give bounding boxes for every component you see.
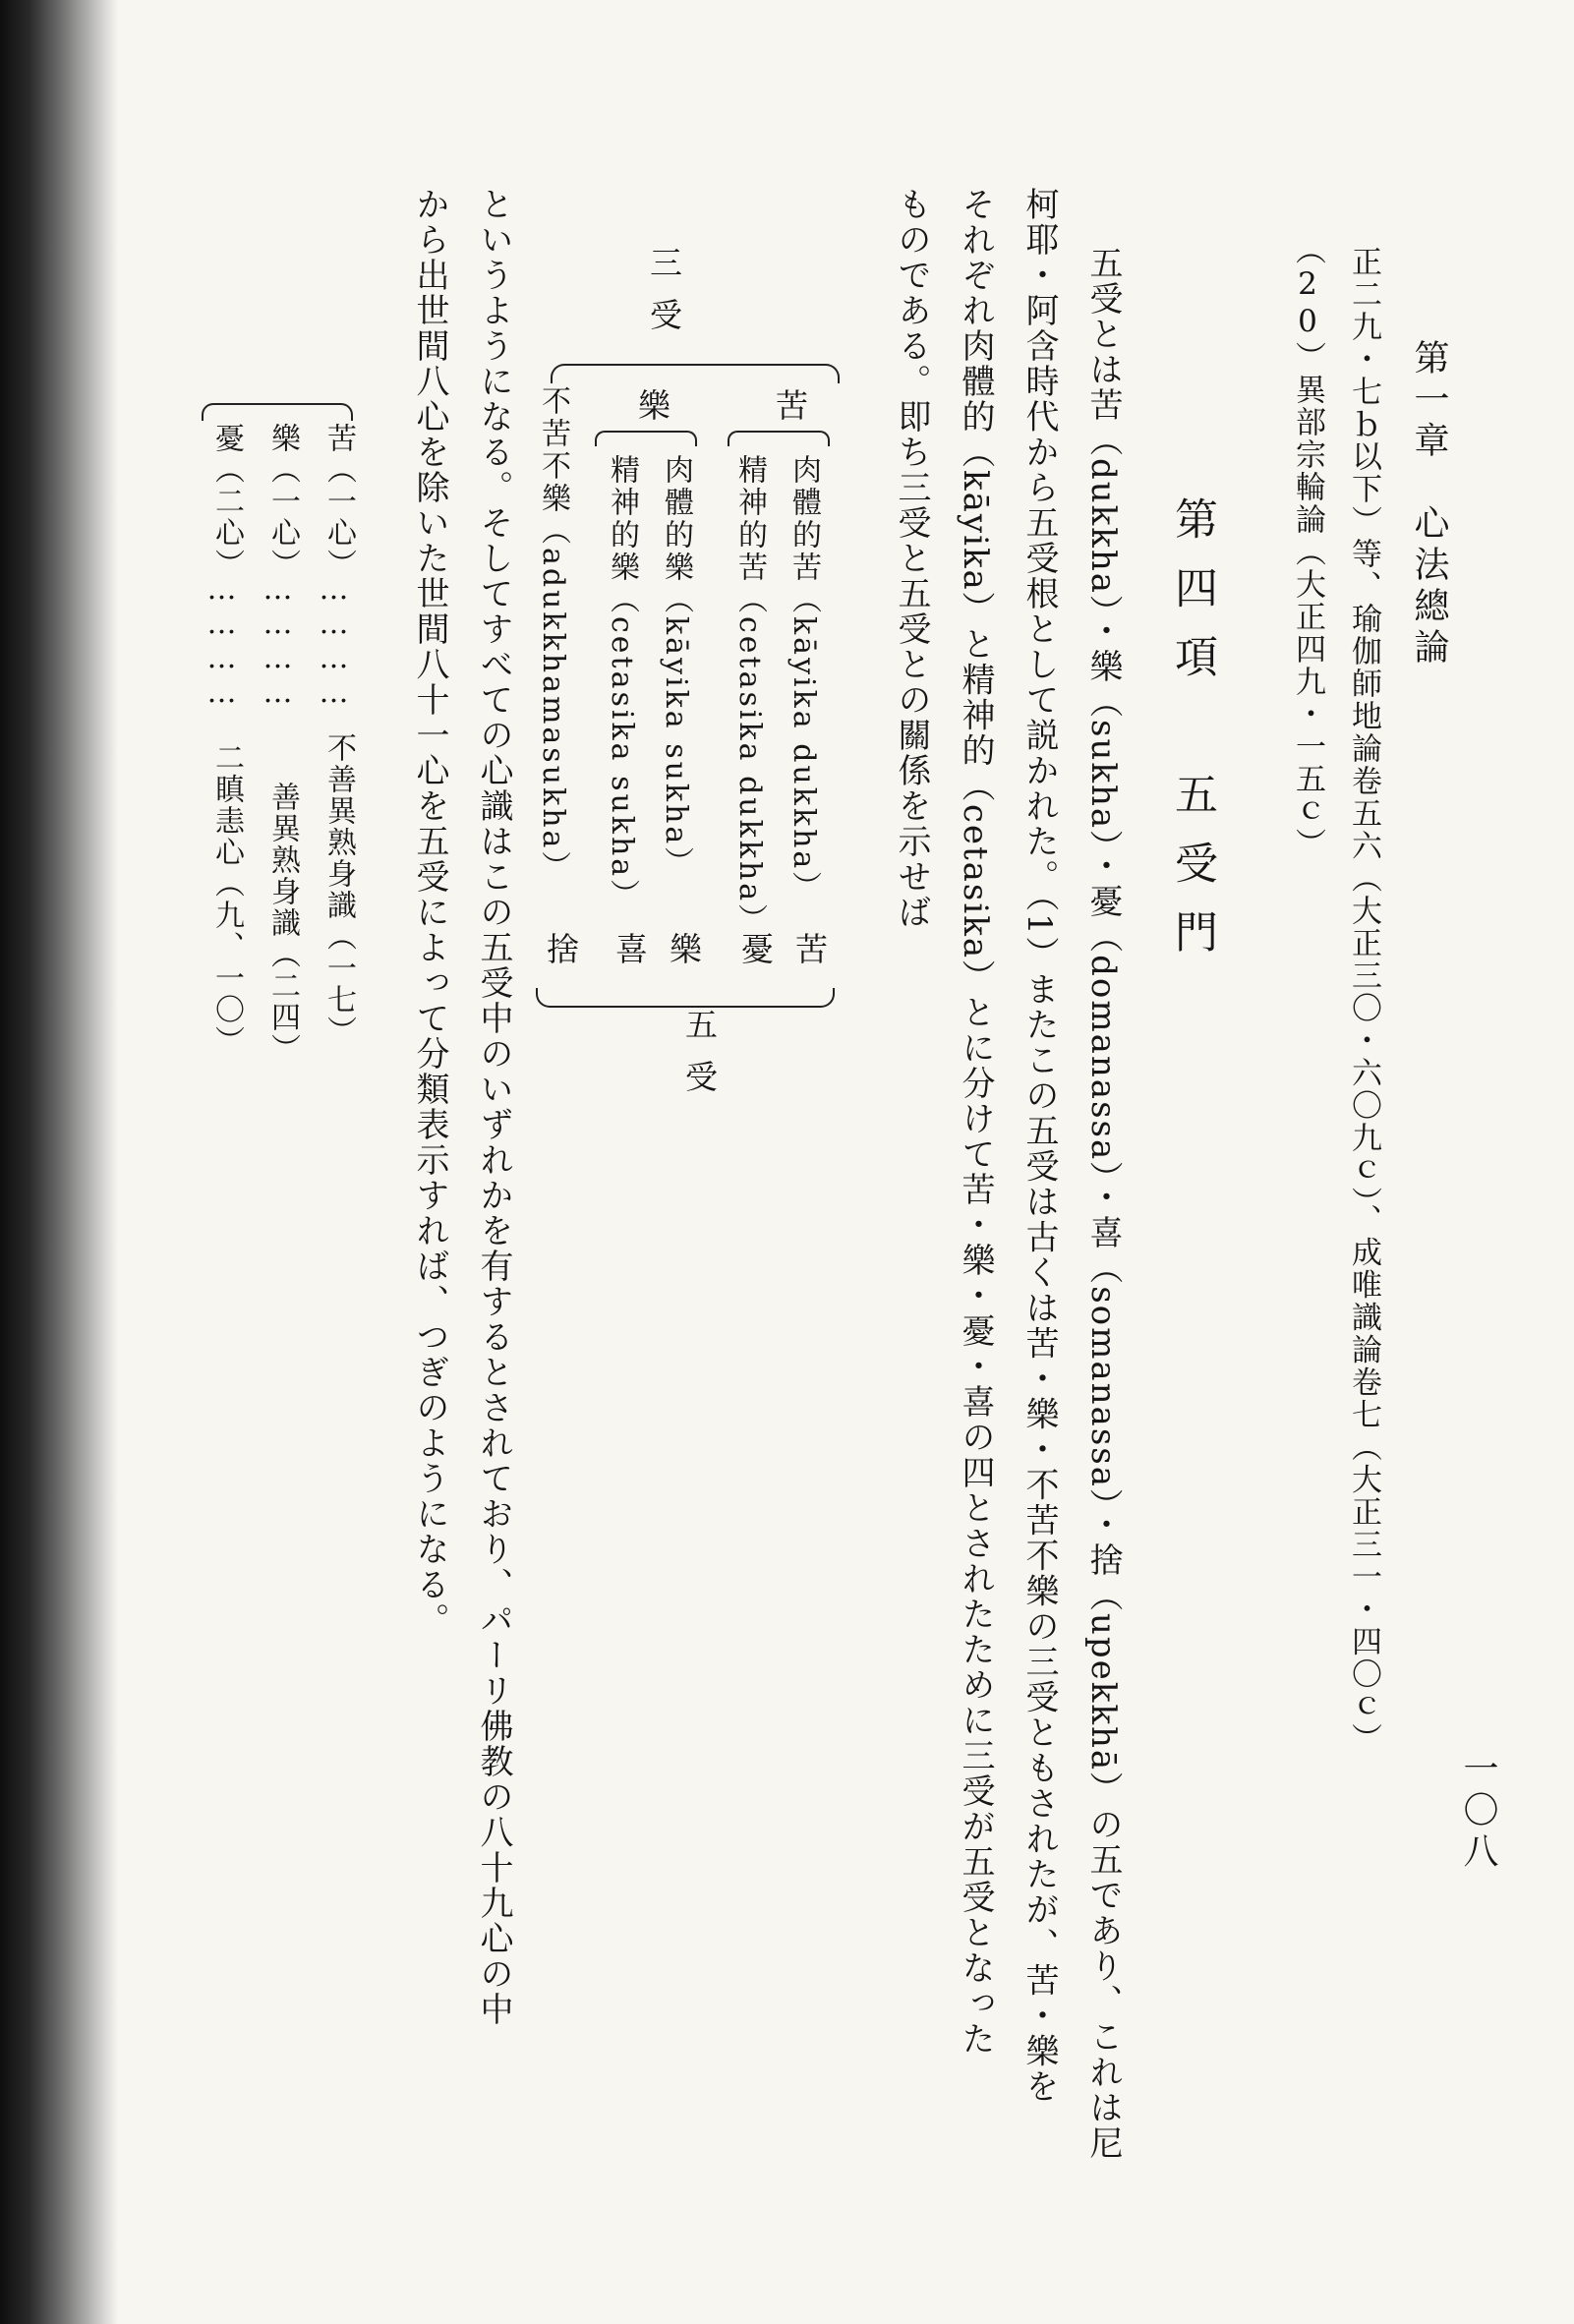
- table-row-dots: …………: [317, 572, 351, 710]
- diagram-bottom-brace: [536, 988, 835, 1008]
- result-equanimity: 捨: [542, 932, 580, 967]
- table-row-value: 不善異熟身識（一七）: [321, 732, 356, 1047]
- table-row-value: 善異熟身識（二四）: [265, 782, 300, 1065]
- table-row-dots: …………: [204, 572, 239, 710]
- group-brace-suffering: [728, 431, 830, 446]
- table-brace: [202, 403, 353, 421]
- paragraph-1-line-4: ものである。即ち三受と五受との關係を示せば: [892, 187, 931, 930]
- group-label-suffering: 苦: [771, 388, 809, 424]
- scanned-page-edge-shadow: [0, 0, 118, 2324]
- group-term-physical-pleasure: 肉體的樂（kāyika sukha）: [659, 454, 693, 880]
- paragraph-1-line-3: それぞれ肉體的（kāyika）と精神的（cetasika）とに分けて苦・樂・憂・喜の四とされたために三受が五受となった: [956, 187, 995, 2058]
- group-brace-pleasure: [595, 431, 697, 446]
- note-line-1: 正二九・七ｂ以下）等、瑜伽師地論卷五六（大正三〇・六〇九ｃ）、成唯識論卷七（大正三一・四〇ｃ）: [1346, 246, 1381, 1756]
- paragraph-1-line-2: 柯耶・阿含時代から五受根として説かれた。（1）またこの五受は古くは苦・樂・不苦不樂の三受ともされたが、苦・樂を: [1020, 187, 1059, 2105]
- page-number: 一〇八: [1458, 1750, 1498, 1874]
- result-grief: 憂: [736, 932, 775, 967]
- table-row-dots: …………: [261, 572, 295, 710]
- paragraph-1-line-1: 五受とは苦（dukkha）・樂（sukha）・憂（domanassa）・喜（somanassa）・捨（upekkhā）の五であり、これは尼: [1083, 246, 1123, 2162]
- chapter-header: 第一章 心法總論: [1409, 339, 1449, 669]
- diagram-top-brace: [551, 364, 840, 383]
- paragraph-2-line-1: というようになる。そしてすべての心識はこの五受中のいずれかを有するとされており、パーリ佛教の八十九心の中: [474, 187, 513, 2027]
- group-term-mental-pleasure: 精神的樂（cetasika sukha）: [605, 454, 639, 912]
- diagram-right-label: 五受: [680, 1008, 719, 1112]
- section-title: 第四項 五受門: [1167, 496, 1217, 978]
- group-label-pleasure: 樂: [633, 388, 671, 424]
- table-row-label: 憂（二心）: [209, 423, 244, 580]
- result-joy: 喜: [611, 932, 649, 967]
- group-term-neutral: 不苦不樂（adukkhamasukha）: [536, 385, 570, 884]
- note-line-2: （20）異部宗輪論（大正四九・一五ｃ）: [1290, 234, 1325, 860]
- table-row-label: 苦（一心）: [321, 423, 356, 580]
- result-pain: 苦: [790, 932, 829, 967]
- result-pleasure: 樂: [665, 932, 703, 967]
- diagram-left-label: 三受: [645, 246, 683, 350]
- group-term-mental-pain: 精神的苦（cetasika dukkha）: [732, 454, 767, 937]
- paragraph-2-line-2: から出世間八心を除いた世間八十一心を五受によって分類表示すれば、つぎのようになる。: [410, 187, 449, 1638]
- table-row-label: 樂（一心）: [265, 423, 300, 580]
- table-row-value: 二瞋恚心（九、一〇）: [209, 742, 244, 1057]
- group-term-physical-pain: 肉體的苦（kāyika dukkha）: [787, 454, 821, 904]
